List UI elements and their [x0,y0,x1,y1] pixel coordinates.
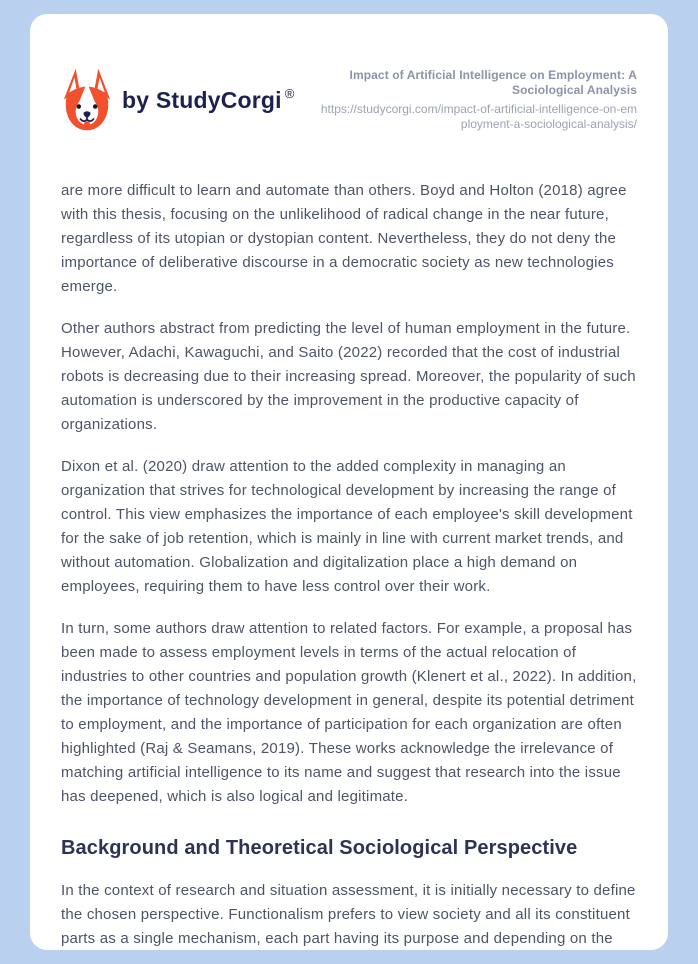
corgi-logo-icon [61,66,113,134]
article-paragraph: are more difficult to learn and automate than others. Boyd and Holton (2018) agree with this thesis, focusing on the unlikelihood of radical change in the near future, regardless of its utopian or dystopian content. Nevertheless, they do not deny the importance of deliberative discourse in a democratic society as new technologies emerge. [61,182,627,295]
article-paragraph: Other authors abstract from predicting the level of human employment in the future. However, Adachi, Kawaguchi, and Saito (2022) recorded that the cost of industrial robots is decreasing due to their increasing spread. Moreover, the popularity of such automation is underscored by the improvement in the productive capacity of organizations. [61,320,636,433]
article-paragraph: In turn, some authors draw attention to related factors. For example, a proposal has been made to assess employment levels in terms of the actual relocation of industries to other countries and population growth (Klenert et al., 2022). In addition, the importance of technology development in general, despite its potential detriment to employment, and the importance of participation for each organization are often highlighted (Raj & Seamans, 2019). These works acknowledge the irrelevance of matching artificial intelligence to its name and suggest that research into the issue has deepened, which is also logical and legitimate. [61,620,637,805]
studycorgi-brand-link[interactable] [61,66,295,134]
section-heading: Background and Theoretical Sociological Perspective [61,837,578,859]
document-meta [315,68,637,132]
brand-name: by StudyCorgi ® [122,86,295,113]
document-header [61,66,637,134]
article-content [61,179,637,950]
registered-trademark-mark: ® [284,86,295,101]
document-title: Impact of Artificial Intelligence on Employment: A Sociological Analysis [349,68,637,97]
document-url-link[interactable]: https://studycorgi.com/impact-of-artificial-intelligence-on-employment-a-sociological-analysis/ [320,102,637,131]
article-paragraph: Dixon et al. (2020) draw attention to the added complexity in managing an organization that strives for technological development by increasing the range of control. This view emphasizes the importance of each employee's skill development for the sake of job retention, which is mainly in line with current market trends, and without automation. Globalization and digitalization place a high demand on employees, requiring them to have less control over their work. [61,458,633,595]
document-card [30,14,668,950]
article-paragraph: In the context of research and situation assessment, it is initially necessary to define the chosen perspective. Functionalism prefers to view society and all its constituent parts as a single mechanism, each part having its purpose and depending on the [61,882,636,947]
